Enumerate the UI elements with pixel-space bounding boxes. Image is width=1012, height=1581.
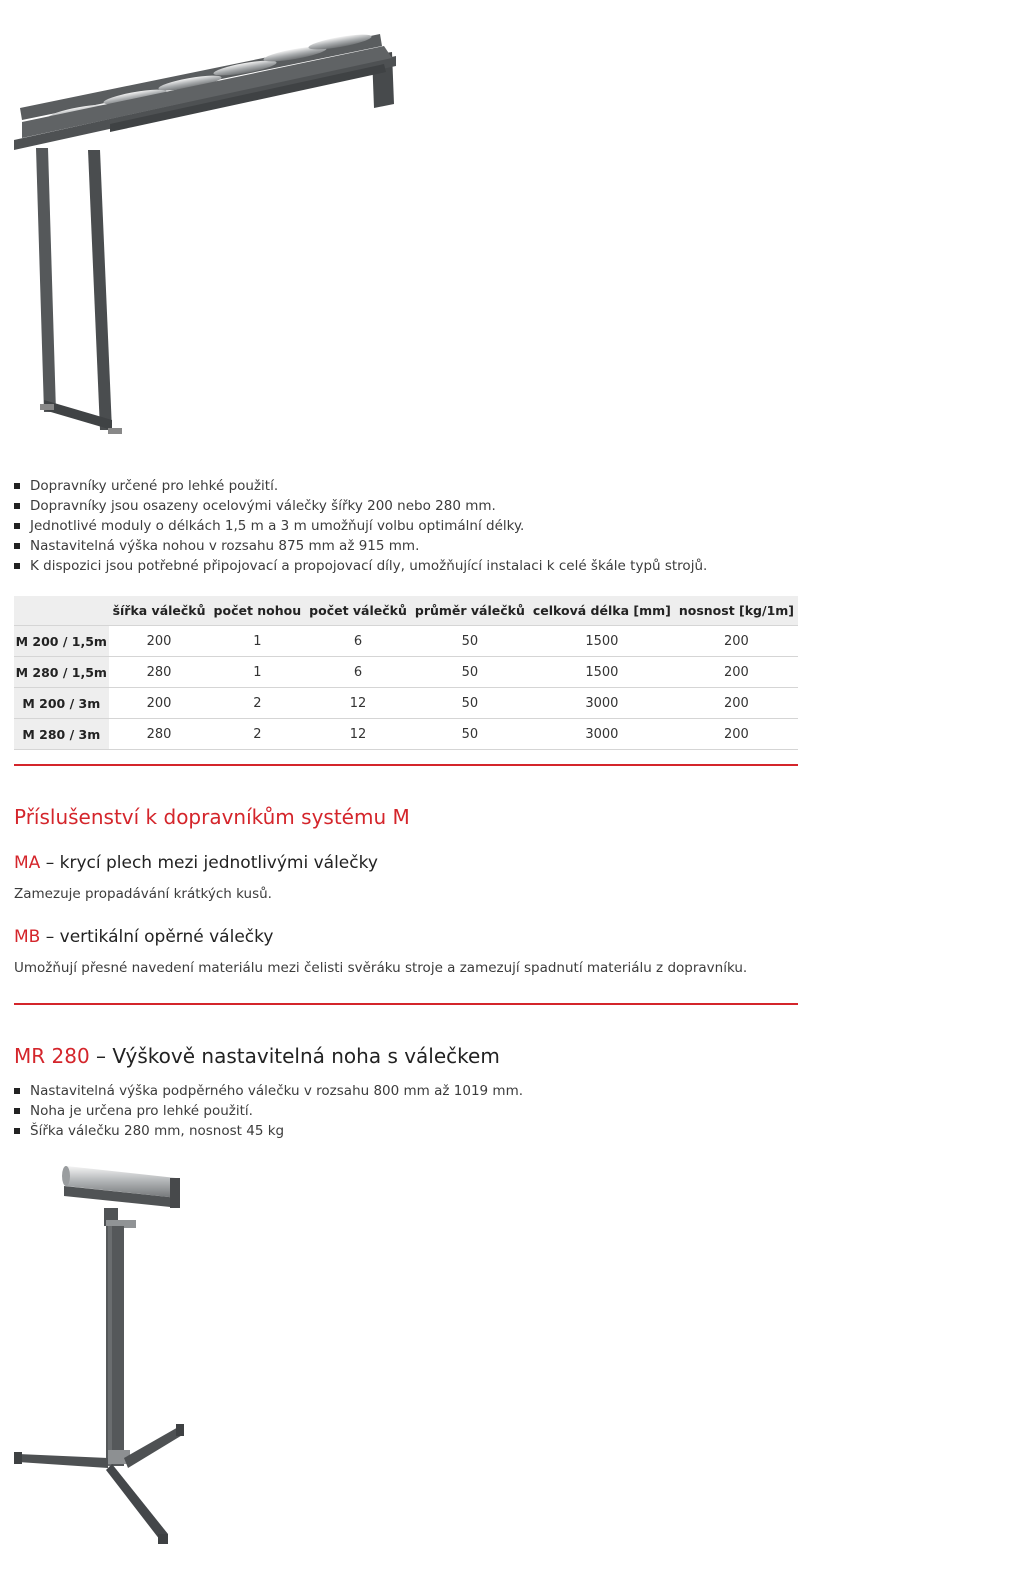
- table-cell: 50: [411, 626, 529, 657]
- table-cell: 200: [675, 719, 798, 750]
- mb-heading: [14, 927, 273, 947]
- row-model: M 200 / 1,5m: [14, 626, 109, 657]
- table-cell: 280: [109, 719, 210, 750]
- table-row: [14, 719, 798, 750]
- table-header-cell: nosnost [kg/1m]: [675, 596, 798, 626]
- mr280-feature-list: [14, 1081, 523, 1141]
- feature-item: K dispozici jsou potřebné připojovací a propojovací díly, umožňující instalaci k celé škále typů strojů.: [14, 556, 707, 576]
- table-row: [14, 688, 798, 719]
- table-header-cell: počet nohou: [210, 596, 306, 626]
- feature-item: Nastavitelná výška podpěrného válečku v rozsahu 800 mm až 1019 mm.: [14, 1081, 523, 1101]
- table-cell: 200: [675, 626, 798, 657]
- accessories-title: Příslušenství k dopravníkům systému M: [14, 805, 410, 829]
- table-cell: 12: [305, 688, 411, 719]
- table-row: [14, 657, 798, 688]
- feature-item: Šířka válečku 280 mm, nosnost 45 kg: [14, 1121, 523, 1141]
- row-model: M 280 / 1,5m: [14, 657, 109, 688]
- feature-item: Dopravníky jsou osazeny ocelovými válečky šířky 200 nebo 280 mm.: [14, 496, 707, 516]
- feature-list: [14, 476, 707, 576]
- table-cell: 50: [411, 657, 529, 688]
- ma-code: MA: [14, 853, 41, 873]
- row-model: M 200 / 3m: [14, 688, 109, 719]
- roller-stand-image: [10, 1158, 210, 1558]
- mr280-title: – Výškově nastavitelná noha s válečkem: [89, 1044, 500, 1068]
- table-cell: 1500: [529, 626, 675, 657]
- feature-item: Dopravníky určené pro lehké použití.: [14, 476, 707, 496]
- table-cell: 6: [305, 626, 411, 657]
- table-cell: 1: [210, 657, 306, 688]
- roller-conveyor-image: [0, 0, 420, 455]
- table-cell: 6: [305, 657, 411, 688]
- table-header-cell: [14, 596, 109, 626]
- mr280-code: MR 280: [14, 1044, 90, 1068]
- mb-description: Umožňují přesné navedení materiálu mezi čelisti svěráku stroje a zamezují spadnutí materiálu z dopravníku.: [14, 960, 748, 976]
- feature-item: Jednotlivé moduly o délkách 1,5 m a 3 m umožňují volbu optimální délky.: [14, 516, 707, 536]
- table-cell: 3000: [529, 688, 675, 719]
- table-cell: 1500: [529, 657, 675, 688]
- table-header-cell: celková délka [mm]: [529, 596, 675, 626]
- ma-heading: [14, 853, 378, 873]
- feature-item: Nastavitelná výška nohou v rozsahu 875 mm až 915 mm.: [14, 536, 707, 556]
- table-cell: 50: [411, 688, 529, 719]
- table-cell: 2: [210, 719, 306, 750]
- table-header-cell: šířka válečků: [109, 596, 210, 626]
- mr280-heading: [14, 1044, 500, 1068]
- feature-item: Noha je určena pro lehké použití.: [14, 1101, 523, 1121]
- table-cell: 1: [210, 626, 306, 657]
- mb-title: – vertikální opěrné válečky: [40, 927, 274, 947]
- spec-table: [14, 596, 798, 750]
- table-cell: 3000: [529, 719, 675, 750]
- table-cell: 200: [109, 626, 210, 657]
- table-header-cell: průměr válečků: [411, 596, 529, 626]
- table-cell: 200: [675, 688, 798, 719]
- table-header-cell: počet válečků: [305, 596, 411, 626]
- ma-description: Zamezuje propadávání krátkých kusů.: [14, 886, 272, 902]
- section-divider: [14, 1003, 798, 1005]
- mb-code: MB: [14, 927, 41, 947]
- table-row: [14, 626, 798, 657]
- table-header-row: [14, 596, 798, 626]
- table-cell: 200: [675, 657, 798, 688]
- table-cell: 12: [305, 719, 411, 750]
- ma-title: – krycí plech mezi jednotlivými válečky: [40, 853, 378, 873]
- section-divider: [14, 764, 798, 766]
- table-cell: 280: [109, 657, 210, 688]
- row-model: M 280 / 3m: [14, 719, 109, 750]
- table-cell: 50: [411, 719, 529, 750]
- table-cell: 2: [210, 688, 306, 719]
- table-cell: 200: [109, 688, 210, 719]
